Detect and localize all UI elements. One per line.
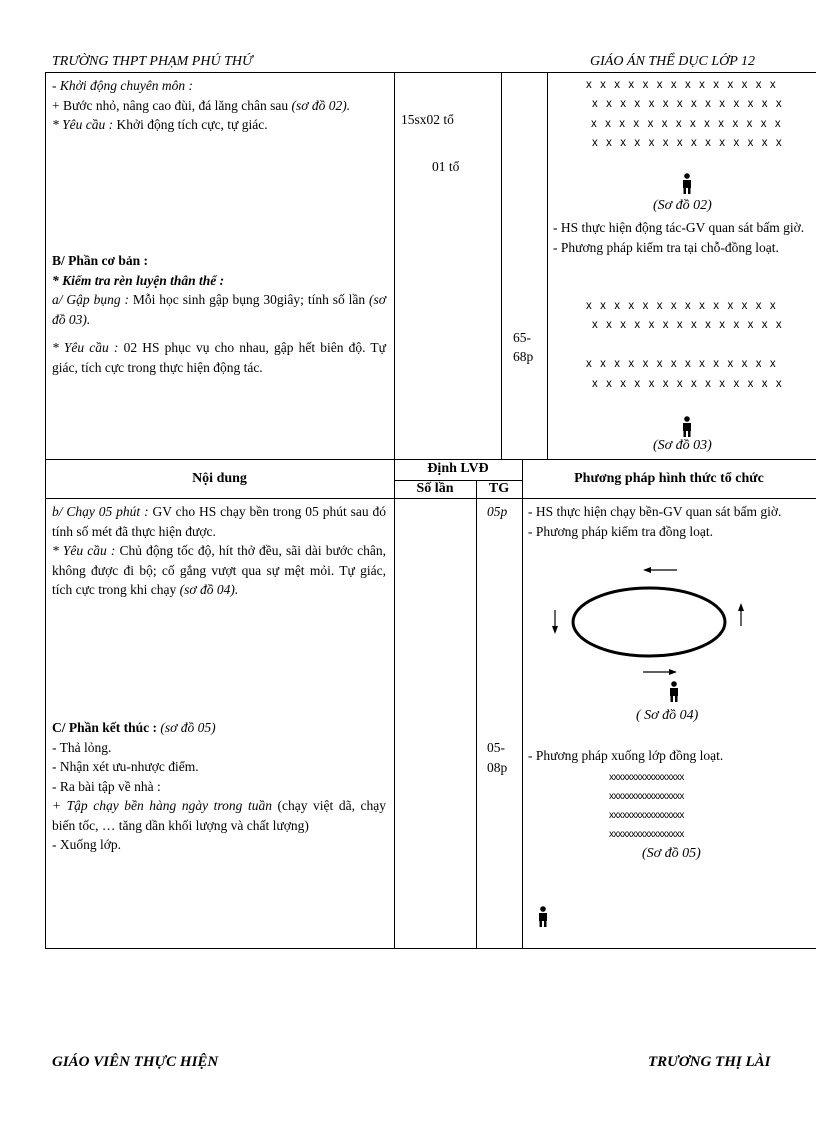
header-method: Phương pháp hình thức tổ chức	[574, 471, 764, 486]
warmup-title: - Khởi động chuyên môn :	[52, 78, 194, 93]
caption-diagram-03: (Sơ đồ 03)	[653, 438, 712, 453]
caption-diagram-04: ( Sơ đồ 04)	[636, 708, 699, 723]
track-oval	[573, 588, 725, 656]
method-section1	[553, 218, 816, 257]
caption-diagram-02: (Sơ đồ 02)	[653, 198, 712, 213]
formation-row: x x x x x x x x x x x x x x	[586, 79, 779, 91]
formation-row: x x x x x x x x x x x x x x	[586, 358, 779, 370]
part-c-item: - Ra bài tập về nhà :	[52, 778, 161, 794]
situp-requirement: * Yêu cầu : 02 HS phục vụ cho nhau, gập hết biên độ. Tự giác, tích cực trong thực hiện động tác.	[52, 340, 386, 375]
method-dismiss: - Phương pháp xuống lớp đồng loạt.	[528, 748, 724, 763]
formation-row: x x x x x x x x x x x x x x	[586, 300, 779, 312]
caption-diagram-05: (Sơ đồ 05)	[642, 846, 701, 861]
col-divider-c	[522, 459, 523, 949]
count-2: 01 tổ	[432, 159, 460, 174]
time-1b: 68p	[513, 349, 534, 364]
time-2b2: 08p	[487, 760, 508, 775]
running-content	[52, 502, 386, 600]
formation-row: x x x x x x x x x x x x x x	[592, 98, 785, 110]
part-c-title: C/ Phần kết thúc : (sơ đồ 05)	[52, 720, 216, 735]
table-border-left	[45, 72, 46, 949]
warmup-exercises: + Bước nhỏ, nâng cao đùi, đá lăng chân sau (sơ đồ 02).	[52, 97, 351, 113]
header-dinh-luong: Định LVĐ	[427, 461, 489, 476]
col-divider-b	[476, 480, 477, 949]
time-2a: 05p	[487, 504, 508, 519]
header-so-lan: Số lần	[416, 481, 454, 496]
head-rule	[45, 498, 816, 499]
track-diagram	[545, 560, 755, 705]
part-c-item: - Nhận xét ưu-nhược điểm.	[52, 759, 199, 774]
arrow-right-icon	[643, 669, 677, 675]
warmup-requirement: * Yêu cầu : Khởi động tích cực, tự giác.	[52, 117, 268, 132]
header-tg: TG	[488, 481, 510, 496]
part-b-title: B/ Phần cơ bản :	[52, 253, 148, 268]
teacher-icon	[681, 173, 693, 195]
homework: + Tập chạy bền hàng ngày trong tuần (chạy việt dã, chạy biến tốc, … tăng dần khối lượng và chất lượng)	[52, 798, 387, 833]
school-name: TRƯỜNG THPT PHẠM PHÚ THỨ	[52, 54, 253, 69]
formation-row: x x x x x x x x x x x x x x	[591, 118, 784, 130]
arrow-up-icon	[738, 603, 744, 626]
teacher-icon	[681, 416, 693, 438]
situp-task: a/ Gập bụng : Mỗi học sinh gập bụng 30giây; tính số lần (sơ đồ 03).	[52, 292, 387, 327]
teacher-icon	[537, 906, 549, 928]
section1-content	[52, 76, 386, 135]
running-task: b/ Chạy 05 phút : GV cho HS chạy bền trong 05 phút sau đó tính số mét đã thực hiện được.	[52, 504, 386, 539]
col-divider-3	[547, 72, 548, 460]
method-run-observe: - HS thực hiện chạy bền-GV quan sát bấm giờ.	[528, 504, 782, 519]
section-divider	[45, 459, 816, 460]
col-divider-1	[394, 72, 395, 460]
method-run-test: - Phương pháp kiểm tra đồng loạt.	[528, 523, 714, 539]
col-divider-a	[394, 459, 395, 949]
subject-title: GIÁO ÁN THỂ DỤC LỚP 12	[590, 54, 756, 69]
teacher-icon	[670, 681, 678, 702]
formation-row-dense: xxxxxxxxxxxxxxxxx	[609, 829, 684, 840]
formation-row-dense: xxxxxxxxxxxxxxxxx	[609, 791, 684, 802]
formation-row: x x x x x x x x x x x x x x	[592, 319, 785, 331]
arrow-down-icon	[552, 610, 558, 634]
part-c-last: - Xuống lớp.	[52, 837, 122, 852]
table-bottom	[45, 948, 816, 949]
header-content: Nội dung	[192, 471, 247, 486]
footer-teacher-name: TRƯƠNG THỊ LÀI	[648, 1054, 771, 1070]
part-b-content	[52, 251, 386, 377]
part-c-item: - Thả lỏng.	[52, 739, 112, 755]
header-rule	[45, 72, 816, 73]
formation-row-dense: xxxxxxxxxxxxxxxxx	[609, 772, 684, 783]
formation-row: x x x x x x x x x x x x x x	[592, 137, 785, 149]
time-1a: 65-	[513, 330, 531, 345]
method-section2	[528, 502, 816, 541]
time-2b1: 05-	[487, 740, 505, 755]
arrow-left-icon	[643, 567, 677, 573]
method-observe: - HS thực hiện động tác-GV quan sát bấm giờ.	[553, 220, 805, 235]
part-b-subtitle: * Kiểm tra rèn luyện thân thể :	[52, 272, 225, 288]
formation-row-dense: xxxxxxxxxxxxxxxxx	[609, 810, 684, 821]
running-requirement: * Yêu cầu : Chủ động tốc độ, hít thở đều, sãi dài bước chân, không được đi bộ; cố gắng vượt qua sự mệt mỏi. Tự giác, tích cực trong khi chạy (sơ đồ 04).	[52, 543, 386, 597]
method-test: - Phương pháp kiểm tra tại chỗ-đồng loạt.	[553, 239, 779, 255]
part-c-content	[52, 718, 386, 855]
count-1: 15sx02 tổ	[401, 112, 454, 127]
footer-teacher-label: GIÁO VIÊN THỰC HIỆN	[52, 1054, 219, 1070]
col-divider-2	[501, 72, 502, 460]
formation-row: x x x x x x x x x x x x x x	[592, 378, 785, 390]
